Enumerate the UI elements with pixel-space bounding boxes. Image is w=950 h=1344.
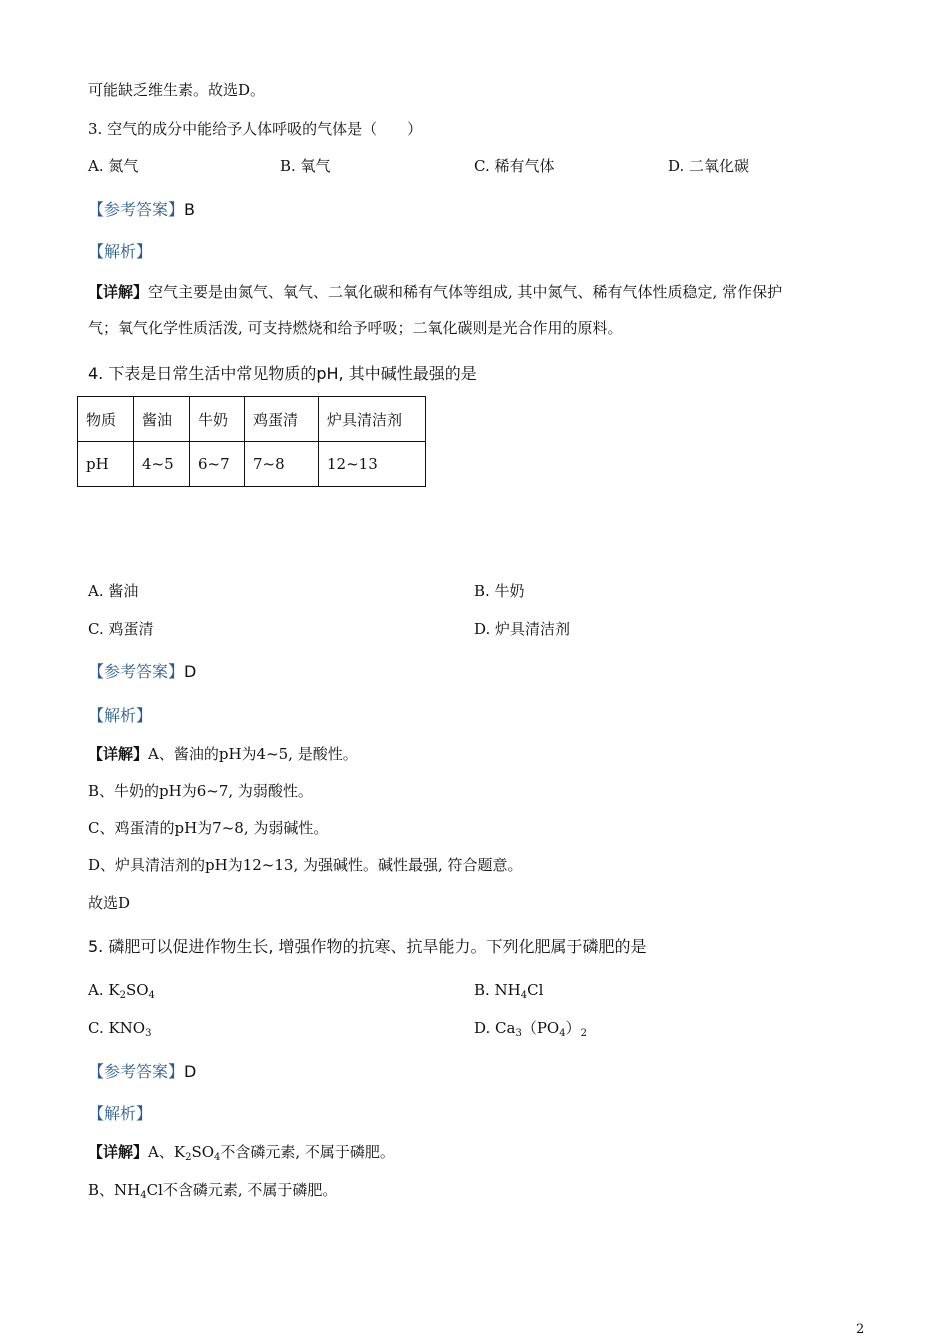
q4-analysis-heading bbox=[88, 706, 152, 726]
q4-option-a: A. 酱油 bbox=[88, 582, 139, 600]
answer-tag: 【参考答案】 bbox=[88, 662, 185, 681]
q4-detail-c: C、鸡蛋清的pH为7~8, 为弱碱性。 bbox=[88, 819, 329, 837]
q5-analysis-heading bbox=[88, 1104, 152, 1124]
table-row bbox=[78, 442, 426, 487]
q3-analysis-heading bbox=[88, 242, 152, 262]
question-5-text: 5. 磷肥可以促进作物生长, 增强作物的抗寒、抗旱能力。下列化肥属于磷肥的是 bbox=[88, 937, 647, 956]
question-4-text: 4. 下表是日常生活中常见物质的pH, 其中碱性最强的是 bbox=[88, 364, 477, 383]
table-cell: 鸡蛋清 bbox=[245, 397, 319, 442]
formula-text: （PO bbox=[521, 1019, 560, 1037]
q5-option-c bbox=[88, 1018, 151, 1038]
formula-text: C. KNO bbox=[88, 1019, 146, 1037]
formula-text: A、K bbox=[148, 1143, 186, 1161]
formula-subscript: 4 bbox=[148, 990, 155, 1001]
table-cell: 7~8 bbox=[245, 442, 319, 487]
analysis-tag: 【解析】 bbox=[88, 706, 153, 725]
formula-text: B. NH bbox=[474, 981, 521, 999]
q4-detail-d: D、炉具清洁剂的pH为12~13, 为强碱性。碱性最强, 符合题意。 bbox=[88, 856, 523, 874]
table-cell: 12~13 bbox=[319, 442, 426, 487]
q3-detail-line-2: 气；氧气化学性质活泼, 可支持燃烧和给予呼吸；二氧化碳则是光合作用的原料。 bbox=[88, 319, 623, 337]
q3-option-a: A. 氮气 bbox=[88, 157, 139, 175]
analysis-tag: 【解析】 bbox=[88, 1104, 153, 1123]
formula-subscript: 4 bbox=[140, 1190, 147, 1201]
q3-option-c: C. 稀有气体 bbox=[474, 157, 555, 175]
q4-answer bbox=[88, 662, 196, 682]
detail-text: 空气主要是由氮气、氧气、二氧化碳和稀有气体等组成, 其中氮气、稀有气体性质稳定, 常作保护 bbox=[148, 283, 783, 301]
answer-tag: 【参考答案】 bbox=[88, 200, 185, 219]
q3-option-d: D. 二氧化碳 bbox=[668, 157, 750, 175]
table-cell: 6~7 bbox=[190, 442, 245, 487]
previous-conclusion: 可能缺乏维生素。故选D。 bbox=[88, 81, 266, 99]
q4-option-b: B. 牛奶 bbox=[474, 582, 525, 600]
q3-option-b: B. 氧气 bbox=[280, 157, 331, 175]
table-cell: 4~5 bbox=[134, 442, 190, 487]
formula-text: A. K bbox=[88, 981, 120, 999]
q4-option-d: D. 炉具清洁剂 bbox=[474, 620, 571, 638]
answer-tag: 【参考答案】 bbox=[88, 1062, 185, 1081]
answer-value: D bbox=[184, 662, 197, 681]
table-cell: 炉具清洁剂 bbox=[319, 397, 426, 442]
formula-text: ） bbox=[565, 1019, 581, 1037]
detail-tag: 【详解】 bbox=[88, 1143, 149, 1161]
page-number: 2 bbox=[856, 1322, 865, 1337]
q3-answer bbox=[88, 200, 195, 220]
formula-subscript: 4 bbox=[214, 1152, 221, 1163]
formula-text: Cl bbox=[527, 981, 544, 999]
table-cell: 酱油 bbox=[134, 397, 190, 442]
question-3-text: 3. 空气的成分中能给予人体呼吸的气体是（ ） bbox=[88, 120, 423, 138]
q3-detail-line-1 bbox=[88, 282, 782, 302]
detail-tag: 【详解】 bbox=[88, 745, 149, 763]
q4-detail-a bbox=[88, 744, 358, 764]
q5-detail-a bbox=[88, 1142, 395, 1162]
analysis-tag: 【解析】 bbox=[88, 242, 153, 261]
formula-subscript: 3 bbox=[145, 1028, 152, 1039]
formula-subscript: 4 bbox=[559, 1028, 566, 1039]
formula-text: SO bbox=[125, 981, 149, 999]
detail-tag: 【详解】 bbox=[88, 283, 149, 301]
q4-conclusion: 故选D bbox=[88, 894, 131, 912]
formula-subscript: 2 bbox=[119, 990, 126, 1001]
q4-option-c: C. 鸡蛋清 bbox=[88, 620, 154, 638]
q5-option-b bbox=[474, 980, 543, 1000]
formula-subscript: 2 bbox=[185, 1152, 192, 1163]
formula-subscript: 4 bbox=[520, 990, 528, 1001]
formula-text: B、NH bbox=[88, 1181, 141, 1199]
table-cell: pH bbox=[78, 442, 134, 487]
formula-subscript: 2 bbox=[580, 1028, 587, 1039]
ph-table bbox=[77, 396, 426, 487]
detail-text: 不含磷元素, 不属于磷肥。 bbox=[220, 1143, 395, 1161]
formula-text: D. Ca bbox=[474, 1019, 516, 1037]
q5-option-d bbox=[474, 1018, 587, 1038]
formula-text: SO bbox=[191, 1143, 215, 1161]
q5-detail-b bbox=[88, 1180, 337, 1200]
answer-value: D bbox=[184, 1062, 197, 1081]
table-cell: 物质 bbox=[78, 397, 134, 442]
answer-value: B bbox=[184, 200, 195, 219]
detail-text: A、酱油的pH为4~5, 是酸性。 bbox=[148, 745, 358, 763]
q5-answer bbox=[88, 1062, 196, 1082]
q4-detail-b: B、牛奶的pH为6~7, 为弱酸性。 bbox=[88, 782, 313, 800]
detail-text: Cl不含磷元素, 不属于磷肥。 bbox=[146, 1181, 338, 1199]
table-cell: 牛奶 bbox=[190, 397, 245, 442]
table-header-row bbox=[78, 397, 426, 442]
q5-option-a bbox=[88, 980, 155, 1000]
formula-subscript: 3 bbox=[515, 1028, 522, 1039]
